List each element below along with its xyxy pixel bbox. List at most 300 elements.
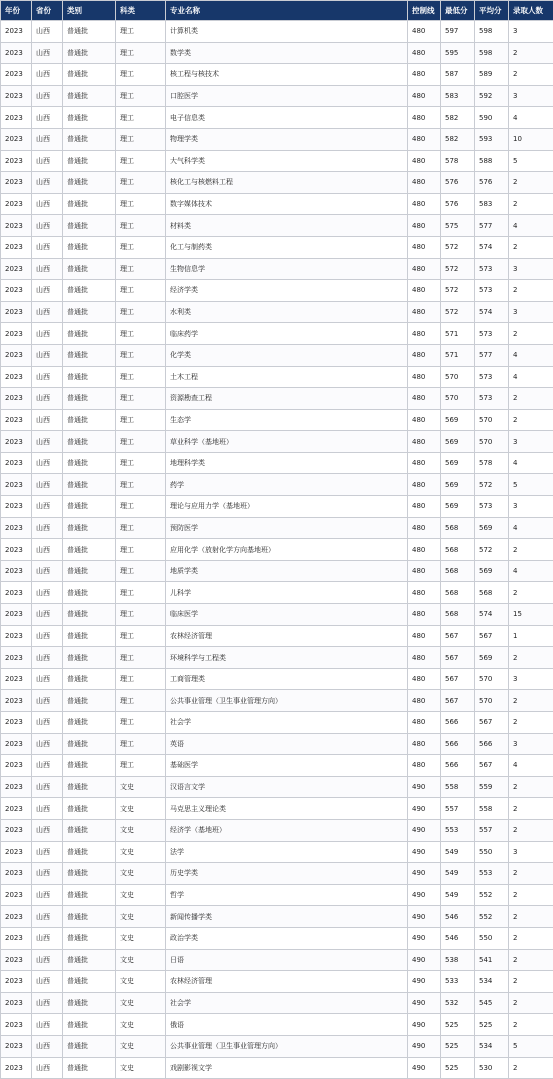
- cell-major: 材料类: [166, 215, 408, 237]
- cell-avg-score: 567: [475, 625, 509, 647]
- cell-admitted: 2: [509, 42, 553, 64]
- cell-subject: 理工: [116, 258, 166, 280]
- cell-year: 2023: [1, 798, 32, 820]
- cell-avg-score: 578: [475, 452, 509, 474]
- cell-year: 2023: [1, 949, 32, 971]
- cell-avg-score: 569: [475, 560, 509, 582]
- cell-major: 水利类: [166, 301, 408, 323]
- cell-subject: 理工: [116, 560, 166, 582]
- cell-admitted: 2: [509, 690, 553, 712]
- cell-batch: 普通批: [63, 949, 116, 971]
- cell-min-score: 572: [441, 301, 475, 323]
- cell-subject: 理工: [116, 42, 166, 64]
- cell-min-score: 549: [441, 884, 475, 906]
- cell-major: 汉语言文学: [166, 776, 408, 798]
- cell-subject: 文史: [116, 1035, 166, 1057]
- cell-admitted: 2: [509, 884, 553, 906]
- cell-major: 土木工程: [166, 366, 408, 388]
- cell-avg-score: 534: [475, 1035, 509, 1057]
- cell-avg-score: 534: [475, 971, 509, 993]
- table-row: [1, 884, 553, 906]
- cell-control-line: 480: [408, 755, 441, 777]
- cell-min-score: 570: [441, 366, 475, 388]
- cell-province: 山西: [32, 193, 63, 215]
- cell-province: 山西: [32, 344, 63, 366]
- cell-province: 山西: [32, 85, 63, 107]
- cell-major: 临床药学: [166, 323, 408, 345]
- table-row: [1, 560, 553, 582]
- cell-avg-score: 569: [475, 647, 509, 669]
- cell-control-line: 480: [408, 474, 441, 496]
- cell-batch: 普通批: [63, 496, 116, 518]
- cell-major: 草业科学（基地班）: [166, 431, 408, 453]
- cell-province: 山西: [32, 128, 63, 150]
- cell-control-line: 490: [408, 949, 441, 971]
- cell-province: 山西: [32, 496, 63, 518]
- cell-year: 2023: [1, 625, 32, 647]
- cell-subject: 理工: [116, 690, 166, 712]
- cell-avg-score: 567: [475, 755, 509, 777]
- table-row: [1, 215, 553, 237]
- cell-subject: 理工: [116, 85, 166, 107]
- table-row: [1, 128, 553, 150]
- cell-min-score: 549: [441, 863, 475, 885]
- table-row: [1, 1057, 553, 1079]
- cell-min-score: 568: [441, 604, 475, 626]
- cell-subject: 文史: [116, 906, 166, 928]
- cell-major: 社会学: [166, 712, 408, 734]
- table-row: [1, 323, 553, 345]
- cell-admitted: 4: [509, 215, 553, 237]
- cell-batch: 普通批: [63, 42, 116, 64]
- cell-year: 2023: [1, 863, 32, 885]
- cell-avg-score: 592: [475, 85, 509, 107]
- table-row: [1, 755, 553, 777]
- cell-batch: 普通批: [63, 301, 116, 323]
- cell-major: 新闻传播学类: [166, 906, 408, 928]
- cell-min-score: 533: [441, 971, 475, 993]
- cell-subject: 理工: [116, 301, 166, 323]
- cell-subject: 理工: [116, 409, 166, 431]
- cell-subject: 理工: [116, 647, 166, 669]
- cell-batch: 普通批: [63, 647, 116, 669]
- table-row: [1, 668, 553, 690]
- cell-admitted: 2: [509, 712, 553, 734]
- cell-year: 2023: [1, 539, 32, 561]
- cell-avg-score: 525: [475, 1014, 509, 1036]
- table-row: [1, 712, 553, 734]
- cell-batch: 普通批: [63, 323, 116, 345]
- cell-year: 2023: [1, 582, 32, 604]
- cell-admitted: 3: [509, 431, 553, 453]
- cell-province: 山西: [32, 474, 63, 496]
- cell-year: 2023: [1, 1035, 32, 1057]
- cell-batch: 普通批: [63, 107, 116, 129]
- cell-avg-score: 577: [475, 215, 509, 237]
- cell-admitted: 4: [509, 107, 553, 129]
- cell-avg-score: 566: [475, 733, 509, 755]
- cell-subject: 文史: [116, 798, 166, 820]
- cell-major: 预防医学: [166, 517, 408, 539]
- table-row: [1, 517, 553, 539]
- cell-control-line: 480: [408, 517, 441, 539]
- cell-admitted: 2: [509, 971, 553, 993]
- cell-batch: 普通批: [63, 1057, 116, 1079]
- cell-avg-score: 574: [475, 236, 509, 258]
- cell-province: 山西: [32, 884, 63, 906]
- cell-major: 农林经济管理: [166, 971, 408, 993]
- cell-batch: 普通批: [63, 431, 116, 453]
- cell-subject: 理工: [116, 366, 166, 388]
- cell-year: 2023: [1, 388, 32, 410]
- cell-province: 山西: [32, 798, 63, 820]
- cell-province: 山西: [32, 539, 63, 561]
- cell-major: 电子信息类: [166, 107, 408, 129]
- table-body: [1, 21, 553, 1079]
- cell-batch: 普通批: [63, 841, 116, 863]
- cell-admitted: 2: [509, 409, 553, 431]
- cell-min-score: 569: [441, 431, 475, 453]
- cell-year: 2023: [1, 1057, 32, 1079]
- cell-province: 山西: [32, 690, 63, 712]
- cell-admitted: 3: [509, 668, 553, 690]
- table-row: [1, 841, 553, 863]
- table-row: [1, 64, 553, 86]
- cell-subject: 理工: [116, 668, 166, 690]
- cell-subject: 理工: [116, 539, 166, 561]
- cell-major: 马克思主义理论类: [166, 798, 408, 820]
- cell-batch: 普通批: [63, 560, 116, 582]
- cell-major: 物理学类: [166, 128, 408, 150]
- header-row: [1, 1, 553, 21]
- cell-year: 2023: [1, 193, 32, 215]
- cell-avg-score: 552: [475, 906, 509, 928]
- cell-avg-score: 577: [475, 344, 509, 366]
- cell-batch: 普通批: [63, 64, 116, 86]
- table-row: [1, 85, 553, 107]
- table-row: [1, 906, 553, 928]
- cell-control-line: 480: [408, 690, 441, 712]
- cell-control-line: 480: [408, 236, 441, 258]
- cell-major: 核工程与核技术: [166, 64, 408, 86]
- cell-batch: 普通批: [63, 128, 116, 150]
- cell-avg-score: 588: [475, 150, 509, 172]
- cell-avg-score: 570: [475, 431, 509, 453]
- cell-min-score: 549: [441, 841, 475, 863]
- cell-year: 2023: [1, 474, 32, 496]
- cell-year: 2023: [1, 431, 32, 453]
- cell-province: 山西: [32, 366, 63, 388]
- cell-avg-score: 573: [475, 366, 509, 388]
- cell-major: 政治学类: [166, 927, 408, 949]
- cell-batch: 普通批: [63, 690, 116, 712]
- cell-province: 山西: [32, 625, 63, 647]
- table-header: [1, 1, 553, 21]
- header-control-line: 控制线: [408, 1, 441, 21]
- table-row: [1, 409, 553, 431]
- cell-control-line: 480: [408, 582, 441, 604]
- cell-min-score: 572: [441, 258, 475, 280]
- cell-major: 经济学（基地班）: [166, 819, 408, 841]
- cell-major: 核化工与核燃料工程: [166, 172, 408, 194]
- cell-avg-score: 573: [475, 323, 509, 345]
- cell-min-score: 576: [441, 172, 475, 194]
- cell-avg-score: 570: [475, 690, 509, 712]
- cell-admitted: 3: [509, 301, 553, 323]
- cell-admitted: 2: [509, 906, 553, 928]
- cell-admitted: 2: [509, 1014, 553, 1036]
- cell-year: 2023: [1, 215, 32, 237]
- cell-avg-score: 545: [475, 992, 509, 1014]
- cell-major: 大气科学类: [166, 150, 408, 172]
- cell-batch: 普通批: [63, 85, 116, 107]
- cell-batch: 普通批: [63, 452, 116, 474]
- cell-year: 2023: [1, 344, 32, 366]
- cell-province: 山西: [32, 755, 63, 777]
- cell-min-score: 525: [441, 1014, 475, 1036]
- cell-subject: 理工: [116, 625, 166, 647]
- table-row: [1, 1014, 553, 1036]
- cell-min-score: 568: [441, 560, 475, 582]
- cell-year: 2023: [1, 42, 32, 64]
- cell-province: 山西: [32, 906, 63, 928]
- cell-province: 山西: [32, 150, 63, 172]
- cell-province: 山西: [32, 604, 63, 626]
- cell-control-line: 480: [408, 172, 441, 194]
- table-row: [1, 107, 553, 129]
- cell-batch: 普通批: [63, 236, 116, 258]
- cell-batch: 普通批: [63, 388, 116, 410]
- cell-admitted: 2: [509, 776, 553, 798]
- cell-subject: 理工: [116, 496, 166, 518]
- header-major: 专业名称: [166, 1, 408, 21]
- cell-province: 山西: [32, 452, 63, 474]
- cell-min-score: 569: [441, 409, 475, 431]
- table-row: [1, 1035, 553, 1057]
- cell-year: 2023: [1, 712, 32, 734]
- cell-min-score: 576: [441, 193, 475, 215]
- table-row: [1, 949, 553, 971]
- cell-avg-score: 570: [475, 668, 509, 690]
- cell-admitted: 4: [509, 366, 553, 388]
- cell-control-line: 480: [408, 409, 441, 431]
- cell-province: 山西: [32, 1035, 63, 1057]
- table-row: [1, 604, 553, 626]
- cell-year: 2023: [1, 236, 32, 258]
- cell-avg-score: 598: [475, 21, 509, 43]
- table-row: [1, 971, 553, 993]
- cell-subject: 理工: [116, 517, 166, 539]
- cell-avg-score: 590: [475, 107, 509, 129]
- table-row: [1, 647, 553, 669]
- cell-batch: 普通批: [63, 733, 116, 755]
- cell-avg-score: 573: [475, 388, 509, 410]
- cell-control-line: 490: [408, 776, 441, 798]
- cell-control-line: 480: [408, 712, 441, 734]
- cell-min-score: 566: [441, 733, 475, 755]
- cell-subject: 理工: [116, 21, 166, 43]
- cell-province: 山西: [32, 517, 63, 539]
- cell-avg-score: 550: [475, 841, 509, 863]
- table-row: [1, 366, 553, 388]
- cell-avg-score: 583: [475, 193, 509, 215]
- cell-batch: 普通批: [63, 172, 116, 194]
- cell-year: 2023: [1, 496, 32, 518]
- cell-major: 应用化学（放射化学方向基地班）: [166, 539, 408, 561]
- cell-avg-score: 574: [475, 604, 509, 626]
- cell-min-score: 546: [441, 927, 475, 949]
- cell-admitted: 2: [509, 819, 553, 841]
- cell-province: 山西: [32, 927, 63, 949]
- table-row: [1, 21, 553, 43]
- cell-province: 山西: [32, 258, 63, 280]
- cell-control-line: 480: [408, 388, 441, 410]
- cell-batch: 普通批: [63, 625, 116, 647]
- table-row: [1, 172, 553, 194]
- cell-avg-score: 572: [475, 539, 509, 561]
- cell-admitted: 2: [509, 236, 553, 258]
- cell-major: 农林经济管理: [166, 625, 408, 647]
- cell-major: 生物信息学: [166, 258, 408, 280]
- table-row: [1, 258, 553, 280]
- cell-year: 2023: [1, 280, 32, 302]
- cell-batch: 普通批: [63, 366, 116, 388]
- table-row: [1, 150, 553, 172]
- cell-major: 环境科学与工程类: [166, 647, 408, 669]
- cell-min-score: 538: [441, 949, 475, 971]
- cell-batch: 普通批: [63, 517, 116, 539]
- cell-batch: 普通批: [63, 971, 116, 993]
- table-row: [1, 452, 553, 474]
- cell-admitted: 4: [509, 344, 553, 366]
- cell-admitted: 3: [509, 841, 553, 863]
- cell-subject: 文史: [116, 1057, 166, 1079]
- cell-year: 2023: [1, 301, 32, 323]
- header-subject: 科类: [116, 1, 166, 21]
- cell-admitted: 3: [509, 733, 553, 755]
- cell-control-line: 490: [408, 841, 441, 863]
- cell-batch: 普通批: [63, 344, 116, 366]
- cell-min-score: 566: [441, 712, 475, 734]
- table-row: [1, 301, 553, 323]
- cell-control-line: 490: [408, 1057, 441, 1079]
- cell-batch: 普通批: [63, 582, 116, 604]
- cell-min-score: 572: [441, 280, 475, 302]
- cell-control-line: 480: [408, 64, 441, 86]
- table-row: [1, 733, 553, 755]
- cell-min-score: 525: [441, 1035, 475, 1057]
- cell-major: 历史学类: [166, 863, 408, 885]
- cell-subject: 理工: [116, 431, 166, 453]
- cell-avg-score: 541: [475, 949, 509, 971]
- cell-year: 2023: [1, 733, 32, 755]
- cell-province: 山西: [32, 172, 63, 194]
- cell-avg-score: 569: [475, 517, 509, 539]
- cell-subject: 理工: [116, 712, 166, 734]
- table-row: [1, 431, 553, 453]
- cell-admitted: 2: [509, 1057, 553, 1079]
- cell-province: 山西: [32, 647, 63, 669]
- cell-min-score: 587: [441, 64, 475, 86]
- cell-major: 公共事业管理（卫生事业管理方向）: [166, 1035, 408, 1057]
- cell-avg-score: 567: [475, 712, 509, 734]
- cell-avg-score: 558: [475, 798, 509, 820]
- table-row: [1, 496, 553, 518]
- cell-year: 2023: [1, 21, 32, 43]
- cell-admitted: 15: [509, 604, 553, 626]
- cell-batch: 普通批: [63, 215, 116, 237]
- cell-province: 山西: [32, 409, 63, 431]
- cell-admitted: 5: [509, 150, 553, 172]
- cell-avg-score: 557: [475, 819, 509, 841]
- cell-admitted: 10: [509, 128, 553, 150]
- cell-major: 计算机类: [166, 21, 408, 43]
- cell-admitted: 2: [509, 193, 553, 215]
- cell-avg-score: 552: [475, 884, 509, 906]
- cell-min-score: 567: [441, 625, 475, 647]
- cell-control-line: 480: [408, 215, 441, 237]
- table-row: [1, 474, 553, 496]
- cell-year: 2023: [1, 906, 32, 928]
- cell-avg-score: 530: [475, 1057, 509, 1079]
- cell-year: 2023: [1, 366, 32, 388]
- cell-batch: 普通批: [63, 150, 116, 172]
- cell-province: 山西: [32, 64, 63, 86]
- cell-admitted: 4: [509, 452, 553, 474]
- cell-control-line: 480: [408, 560, 441, 582]
- cell-province: 山西: [32, 301, 63, 323]
- cell-min-score: 567: [441, 668, 475, 690]
- cell-control-line: 480: [408, 625, 441, 647]
- cell-major: 临床医学: [166, 604, 408, 626]
- cell-batch: 普通批: [63, 539, 116, 561]
- cell-batch: 普通批: [63, 1014, 116, 1036]
- cell-batch: 普通批: [63, 474, 116, 496]
- cell-province: 山西: [32, 776, 63, 798]
- table-row: [1, 625, 553, 647]
- cell-major: 社会学: [166, 992, 408, 1014]
- cell-year: 2023: [1, 560, 32, 582]
- cell-subject: 理工: [116, 604, 166, 626]
- table-row: [1, 582, 553, 604]
- cell-control-line: 480: [408, 539, 441, 561]
- cell-subject: 理工: [116, 388, 166, 410]
- cell-control-line: 480: [408, 301, 441, 323]
- cell-province: 山西: [32, 280, 63, 302]
- cell-major: 资源勘查工程: [166, 388, 408, 410]
- cell-year: 2023: [1, 85, 32, 107]
- cell-province: 山西: [32, 236, 63, 258]
- cell-batch: 普通批: [63, 409, 116, 431]
- cell-admitted: 3: [509, 258, 553, 280]
- cell-min-score: 583: [441, 85, 475, 107]
- cell-year: 2023: [1, 107, 32, 129]
- cell-major: 日语: [166, 949, 408, 971]
- cell-min-score: 571: [441, 344, 475, 366]
- cell-batch: 普通批: [63, 668, 116, 690]
- cell-province: 山西: [32, 668, 63, 690]
- cell-min-score: 572: [441, 236, 475, 258]
- cell-control-line: 480: [408, 431, 441, 453]
- cell-year: 2023: [1, 258, 32, 280]
- cell-province: 山西: [32, 1014, 63, 1036]
- cell-avg-score: 550: [475, 927, 509, 949]
- cell-major: 戏剧影视文学: [166, 1057, 408, 1079]
- cell-year: 2023: [1, 323, 32, 345]
- cell-year: 2023: [1, 128, 32, 150]
- cell-year: 2023: [1, 755, 32, 777]
- cell-province: 山西: [32, 863, 63, 885]
